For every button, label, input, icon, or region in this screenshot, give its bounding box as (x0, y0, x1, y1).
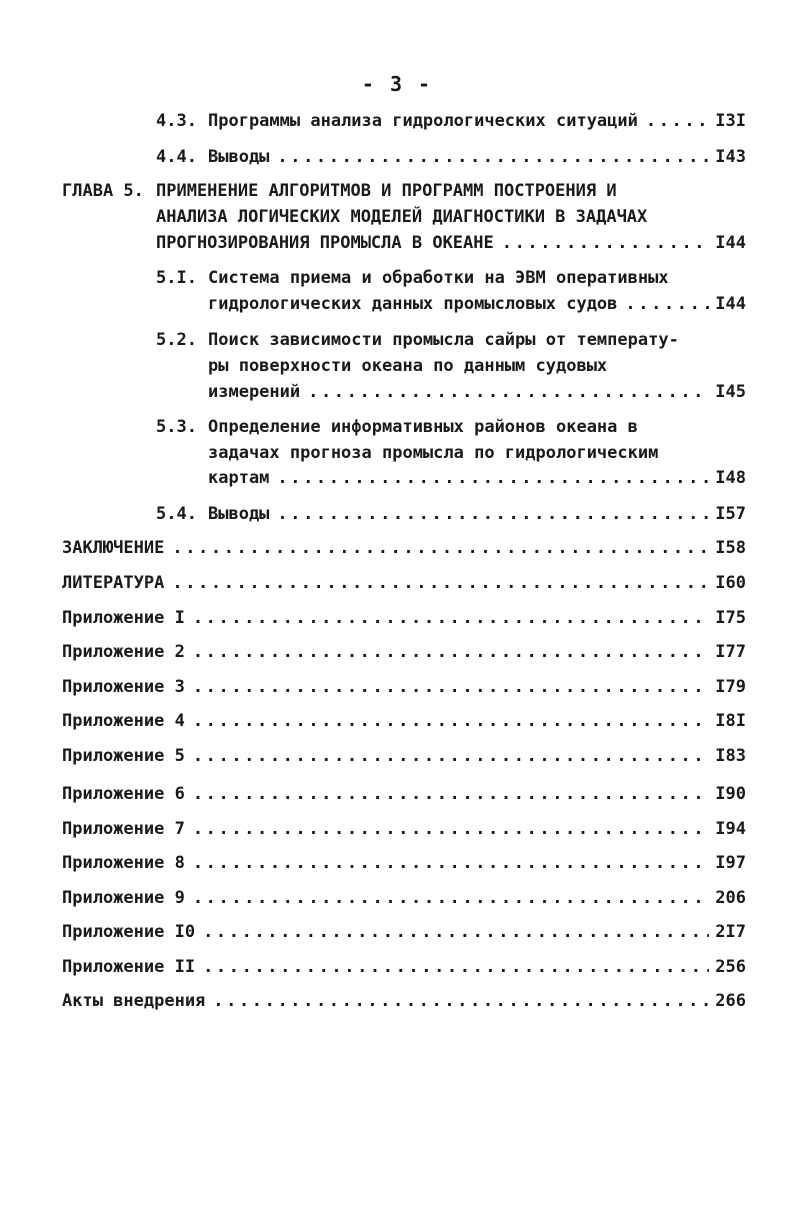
toc-entry-title: Приложение 8 (62, 853, 185, 873)
toc-entry-page: I44 (715, 294, 746, 314)
toc-entry-page: I94 (715, 819, 746, 839)
toc-entry-page: I83 (715, 746, 746, 766)
toc-entry[interactable] (62, 537, 746, 559)
toc-entry[interactable] (62, 710, 746, 732)
section-number: 5.3. (156, 417, 197, 437)
toc-entry[interactable] (62, 641, 746, 663)
toc-leader-dots (277, 146, 709, 168)
toc-entry[interactable] (62, 990, 746, 1012)
toc-leader-dots (308, 381, 709, 403)
chapter-title-line: АНАЛИЗА ЛОГИЧЕСКИХ МОДЕЛЕЙ ДИАГНОСТИКИ В ЗАДАЧАХ (156, 207, 648, 227)
toc-entry-title: Выводы (208, 147, 270, 167)
toc-entry[interactable] (156, 232, 746, 254)
toc-entry-title: Приложение 5 (62, 746, 185, 766)
toc-entry-title: Приложение 9 (62, 888, 185, 908)
section-number: 5.4. (156, 504, 197, 524)
toc-entry[interactable] (62, 783, 746, 805)
toc-entry-page: 256 (715, 957, 746, 977)
toc-entry-page: I58 (715, 538, 746, 558)
toc-entry[interactable] (208, 110, 746, 132)
toc-entry-page: I60 (715, 573, 746, 593)
toc-entry-title: картам (208, 468, 270, 488)
toc-entry-title: Программы анализа гидрологических ситуаций (208, 111, 638, 131)
toc-entry-title: Приложение I0 (62, 922, 196, 942)
toc-entry-title: Приложение 6 (62, 784, 185, 804)
toc-entry-page: I57 (715, 504, 746, 524)
toc-entry-title: Система приема и обработки на ЭВМ оперативных (208, 268, 669, 288)
toc-entry-title: Приложение 2 (62, 642, 185, 662)
toc-leader-dots (193, 745, 709, 767)
toc-leader-dots (277, 467, 709, 489)
toc-leader-dots (203, 921, 709, 943)
section-number: 5.2. (156, 330, 197, 350)
toc-entry-title: Приложение 3 (62, 677, 185, 697)
toc-entry[interactable] (62, 921, 746, 943)
toc-entry-page: I8I (715, 711, 746, 731)
toc-leader-dots (193, 676, 709, 698)
toc-entry-title: Приложение 4 (62, 711, 185, 731)
toc-leader-dots (213, 990, 709, 1012)
chapter-title-line: ПРИМЕНЕНИЕ АЛГОРИТМОВ И ПРОГРАММ ПОСТРОЕНИЯ И (156, 181, 617, 201)
toc-entry[interactable] (208, 146, 746, 168)
toc-entry-title: Акты внедрения (62, 991, 206, 1011)
toc-leader-dots (277, 503, 709, 525)
toc-entry-page: I77 (715, 642, 746, 662)
toc-entry-title: ры поверхности океана по данным судовых (208, 356, 608, 376)
toc-entry-title: Поиск зависимости промысла сайры от температу- (208, 330, 679, 350)
toc-leader-dots (502, 232, 710, 254)
toc-entry-page: I79 (715, 677, 746, 697)
toc-entry-title: Приложение I (62, 608, 185, 628)
toc-leader-dots (193, 710, 709, 732)
toc-entry-title: задачах прогноза промысла по гидрологическим (208, 443, 659, 463)
toc-entry-page: I90 (715, 784, 746, 804)
toc-entry-page: 266 (715, 991, 746, 1011)
toc-entry-page: 206 (715, 888, 746, 908)
toc-leader-dots (193, 818, 709, 840)
section-number: 5.I. (156, 268, 197, 288)
toc-entry[interactable] (62, 852, 746, 874)
toc-leader-dots (203, 956, 709, 978)
toc-leader-dots (193, 783, 709, 805)
toc-entry[interactable] (62, 607, 746, 629)
toc-leader-dots (193, 607, 709, 629)
toc-entry[interactable] (208, 467, 746, 489)
toc-entry[interactable] (62, 745, 746, 767)
toc-entry-title: Приложение 7 (62, 819, 185, 839)
section-number: 4.3. (156, 111, 197, 131)
toc-entry-page: I48 (715, 468, 746, 488)
toc-leader-dots (193, 852, 709, 874)
toc-leader-dots (625, 293, 709, 315)
toc-entry-title: ЛИТЕРАТУРА (62, 573, 165, 593)
toc-leader-dots (172, 572, 709, 594)
toc-entry-title: измерений (208, 382, 301, 402)
toc-entry[interactable] (62, 676, 746, 698)
toc-entry[interactable] (62, 818, 746, 840)
toc-entry[interactable] (62, 887, 746, 909)
toc-leader-dots (172, 537, 709, 559)
toc-entry-title: Выводы (208, 504, 270, 524)
toc-entry-page: I44 (715, 233, 746, 253)
section-number: 4.4. (156, 147, 197, 167)
toc-entry[interactable] (208, 503, 746, 525)
toc-entry-title: ЗАКЛЮЧЕНИЕ (62, 538, 165, 558)
toc-entry-page: I97 (715, 853, 746, 873)
toc-leader-dots (193, 887, 709, 909)
toc-entry-page: I75 (715, 608, 746, 628)
toc-entry-title: Приложение II (62, 957, 196, 977)
toc-entry-title: гидрологических данных промысловых судов (208, 294, 618, 314)
toc-entry-page: 2I7 (715, 922, 746, 942)
toc-leader-dots (646, 110, 709, 132)
toc-entry[interactable] (208, 381, 746, 403)
toc-entry[interactable] (62, 572, 746, 594)
toc-leader-dots (193, 641, 709, 663)
page-number: - 3 - (361, 72, 433, 96)
toc-entry-page: I43 (715, 147, 746, 167)
chapter-title-line: ПРОГНОЗИРОВАНИЯ ПРОМЫСЛА В ОКЕАНЕ (156, 233, 494, 253)
toc-entry-title: Определение информативных районов океана в (208, 417, 638, 437)
toc-entry[interactable] (208, 293, 746, 315)
toc-entry-page: I3I (715, 111, 746, 131)
chapter-label: ГЛАВА 5. (62, 181, 144, 201)
toc-entry[interactable] (62, 956, 746, 978)
toc-entry-page: I45 (715, 382, 746, 402)
